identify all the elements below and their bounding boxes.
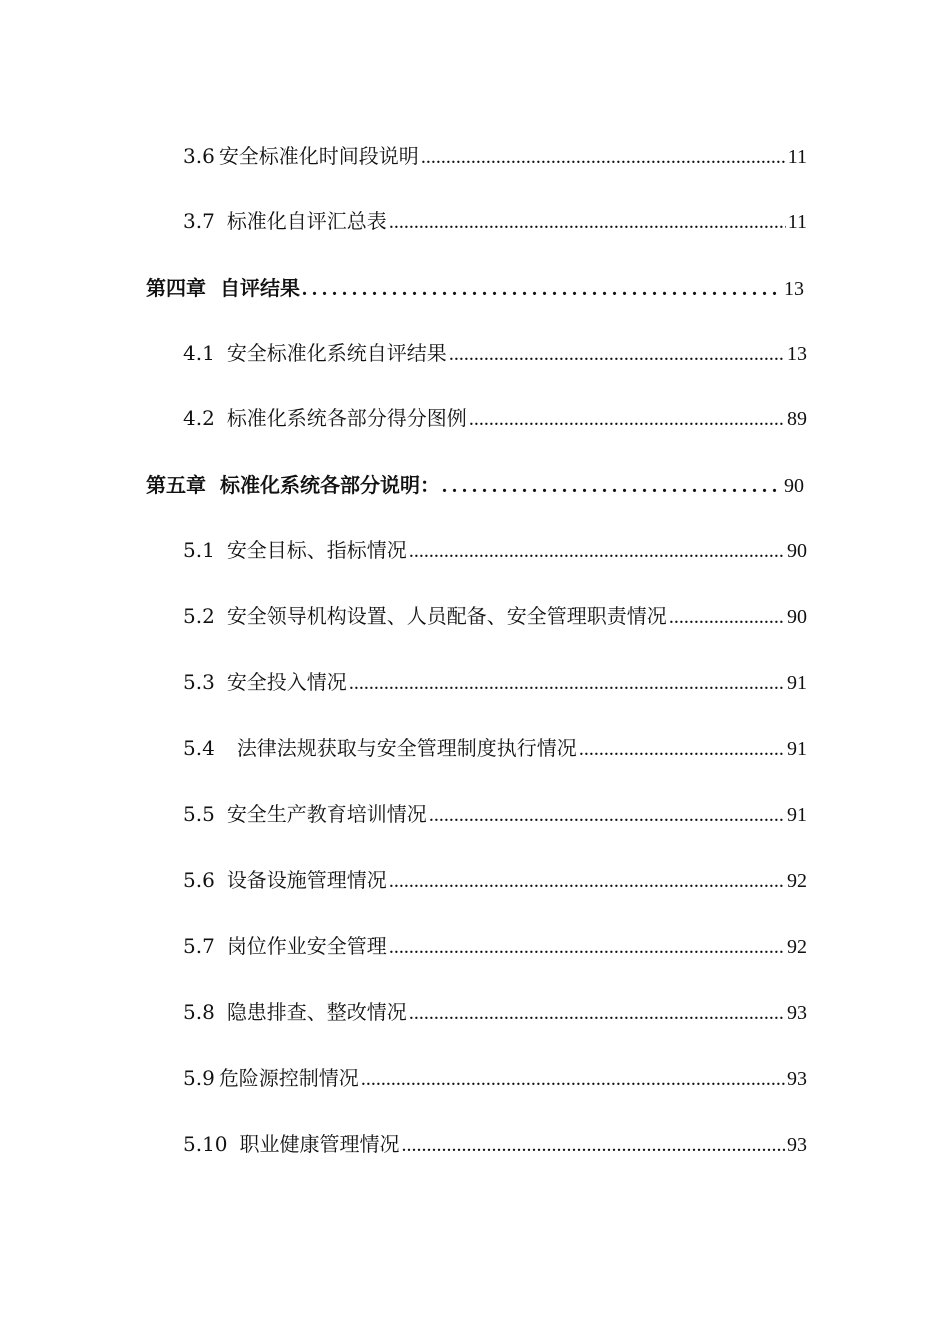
toc-entry-5-3[interactable] (183, 666, 807, 695)
toc-entry-title: 安全标准化时间段说明 (218, 144, 419, 168)
toc-entry-number: 5.6 (183, 868, 215, 892)
toc-chapter-4[interactable] (146, 272, 804, 301)
toc-entry-page: 13 (787, 343, 807, 365)
toc-chapter-title: 标准化系统各部分说明： (220, 473, 440, 497)
toc-entry-title: 安全投入情况 (226, 670, 347, 694)
dot-leader (349, 672, 785, 695)
toc-chapter-5[interactable] (146, 469, 804, 498)
toc-entry-3-6[interactable] (183, 140, 807, 169)
dot-leader (302, 278, 782, 301)
toc-entry-number: 5.3 (183, 670, 215, 694)
toc-entry-5-7[interactable] (183, 930, 807, 959)
toc-entry-title: 安全目标、指标情况 (226, 538, 407, 562)
toc-entry-4-1[interactable] (183, 337, 807, 366)
toc-entry-page: 90 (787, 540, 807, 562)
toc-chapter-number: 第四章 (146, 276, 206, 300)
toc-entry-5-6[interactable] (183, 864, 807, 893)
dot-leader (402, 1134, 785, 1157)
dot-leader (389, 870, 785, 893)
dot-leader (389, 936, 785, 959)
toc-entry-title: 标准化自评汇总表 (226, 209, 387, 233)
toc-chapter-page: 90 (784, 475, 804, 497)
toc-entry-number: 3.7 (183, 209, 215, 233)
toc-entry-number: 5.7 (183, 934, 215, 958)
toc-entry-page: 90 (787, 606, 807, 628)
toc-entry-page: 91 (787, 672, 807, 694)
toc-entry-page: 91 (787, 804, 807, 826)
toc-entry-number: 4.2 (183, 406, 215, 430)
dot-leader (469, 408, 785, 431)
toc-entry-number: 4.1 (183, 341, 215, 365)
toc-entry-number: 5.9 (183, 1066, 215, 1090)
toc-entry-page: 11 (787, 211, 807, 233)
toc-entry-title: 危险源控制情况 (218, 1066, 359, 1090)
toc-entry-page: 11 (787, 146, 807, 168)
toc-entry-page: 93 (787, 1068, 807, 1090)
toc-entry-5-10[interactable] (183, 1128, 807, 1157)
toc-entry-title: 标准化系统各部分得分图例 (226, 406, 467, 430)
toc-entry-title: 法律法规获取与安全管理制度执行情况 (236, 736, 577, 760)
dot-leader (449, 343, 785, 366)
dot-leader (389, 211, 786, 234)
toc-entry-number: 5.10 (183, 1132, 228, 1156)
toc-entry-5-9[interactable] (183, 1062, 807, 1091)
toc-entry-page: 93 (787, 1134, 807, 1156)
toc-entry-3-7[interactable] (183, 205, 807, 234)
toc-entry-title: 设备设施管理情况 (226, 868, 387, 892)
toc-entry-title: 安全标准化系统自评结果 (226, 341, 447, 365)
toc-entry-title: 岗位作业安全管理 (226, 934, 387, 958)
toc-entry-number: 5.5 (183, 802, 215, 826)
toc-chapter-number: 第五章 (146, 473, 206, 497)
toc-chapter-page: 13 (784, 278, 804, 300)
toc-entry-title: 安全领导机构设置、人员配备、安全管理职责情况 (226, 604, 667, 628)
toc-entry-number: 5.2 (183, 604, 215, 628)
toc-entry-5-2[interactable] (183, 600, 807, 629)
toc-entry-5-1[interactable] (183, 534, 807, 563)
dot-leader (409, 1002, 785, 1025)
dot-leader (409, 540, 785, 563)
dot-leader (361, 1068, 785, 1091)
toc-entry-number: 5.1 (183, 538, 215, 562)
toc-entry-5-4[interactable] (183, 732, 807, 761)
toc-entry-4-2[interactable] (183, 402, 807, 431)
dot-leader (579, 738, 785, 761)
toc-entry-5-5[interactable] (183, 798, 807, 827)
toc-entry-page: 91 (787, 738, 807, 760)
toc-entry-page: 92 (787, 870, 807, 892)
toc-entry-number: 5.8 (183, 1000, 215, 1024)
toc-entry-title: 隐患排查、整改情况 (226, 1000, 407, 1024)
dot-leader (442, 475, 782, 498)
dot-leader (429, 804, 785, 827)
toc-entry-page: 89 (787, 408, 807, 430)
toc-entry-5-8[interactable] (183, 996, 807, 1025)
toc-entry-page: 93 (787, 1002, 807, 1024)
dot-leader (669, 606, 785, 629)
toc-entry-title: 职业健康管理情况 (239, 1132, 400, 1156)
toc-entry-title: 安全生产教育培训情况 (226, 802, 427, 826)
dot-leader (421, 146, 786, 169)
toc-entry-number: 3.6 (183, 144, 215, 168)
toc-entry-page: 92 (787, 936, 807, 958)
toc-entry-number: 5.4 (183, 736, 215, 760)
toc-chapter-title: 自评结果 (220, 276, 300, 300)
